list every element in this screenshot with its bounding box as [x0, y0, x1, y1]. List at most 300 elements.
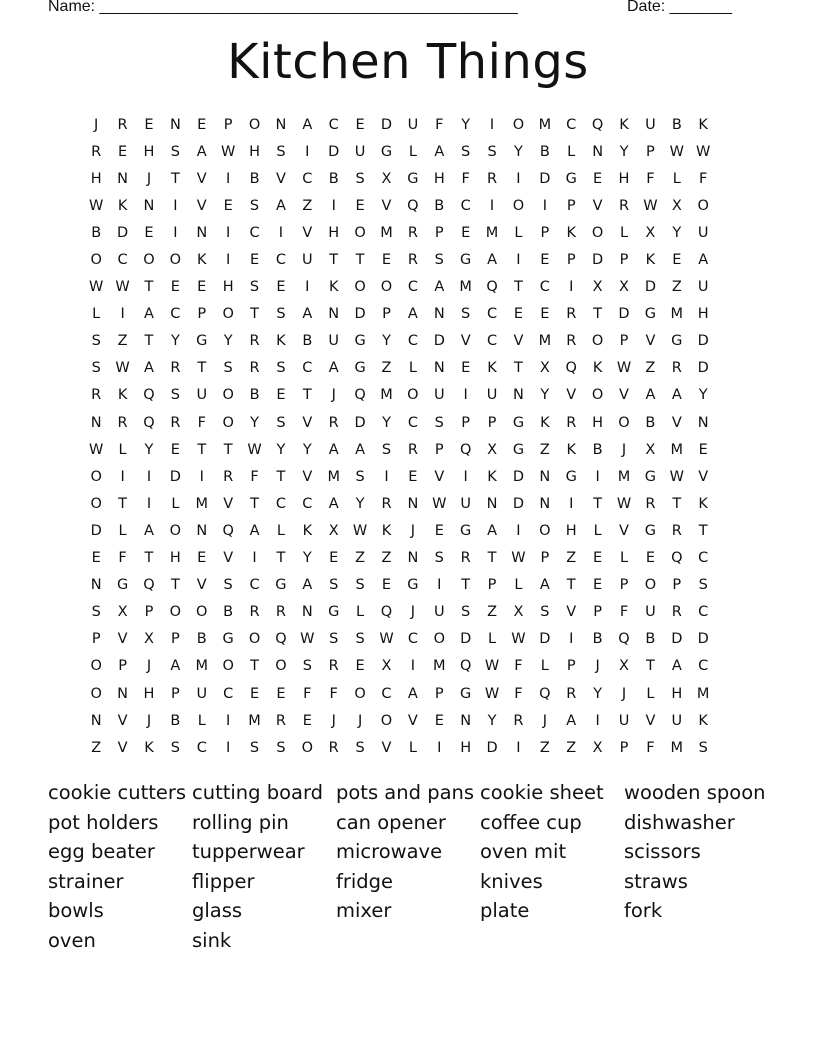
grid-letter: N: [117, 170, 129, 187]
word-list-item: microwave: [336, 840, 443, 864]
date-field-label: Date: _______: [627, 0, 732, 15]
grid-letter: A: [487, 252, 498, 269]
grid-letter: C: [275, 252, 286, 269]
grid-letter: I: [489, 197, 495, 214]
grid-letter: F: [197, 414, 206, 431]
grid-letter: A: [249, 522, 260, 539]
grid-letter: F: [646, 170, 655, 187]
grid-letter: I: [516, 170, 521, 187]
grid-letter: N: [539, 495, 551, 512]
grid-letter: V: [196, 170, 207, 187]
grid-letter: B: [434, 197, 445, 214]
grid-letter: F: [250, 468, 259, 485]
grid-letter: M: [696, 685, 710, 702]
grid-letter: O: [512, 116, 525, 133]
grid-letter: V: [223, 550, 234, 567]
grid-letter: R: [645, 495, 656, 512]
grid-letter: N: [486, 495, 498, 512]
grid-letter: B: [91, 224, 102, 241]
grid-letter: K: [566, 441, 576, 458]
grid-letter: A: [355, 441, 366, 458]
grid-letter: T: [461, 577, 471, 594]
grid-letter: A: [407, 306, 418, 323]
grid-letter: I: [173, 197, 178, 214]
grid-letter: K: [619, 116, 629, 133]
grid-letter: I: [226, 712, 231, 729]
grid-letter: Q: [275, 631, 287, 648]
grid-letter: V: [196, 197, 207, 214]
grid-letter: V: [223, 495, 234, 512]
grid-letter: C: [328, 116, 339, 133]
grid-letter: S: [276, 414, 286, 431]
grid-letter: I: [542, 197, 547, 214]
grid-letter: M: [380, 387, 393, 404]
grid-letter: H: [671, 685, 683, 702]
grid-letter: I: [226, 170, 231, 187]
grid-letter: F: [514, 658, 523, 675]
grid-letter: O: [90, 658, 102, 675]
grid-letter: U: [460, 495, 471, 512]
grid-letter: V: [117, 631, 128, 648]
grid-row: [83, 626, 743, 653]
grid-letter: R: [460, 550, 471, 567]
grid-letter: Y: [487, 712, 497, 729]
grid-letter: E: [170, 279, 180, 296]
grid-letter: C: [223, 685, 234, 702]
grid-letter: O: [196, 604, 208, 621]
grid-letter: X: [645, 224, 656, 241]
grid-letter: N: [433, 306, 445, 323]
grid-letter: A: [671, 658, 682, 675]
grid-letter: I: [437, 577, 442, 594]
grid-letter: S: [355, 577, 365, 594]
grid-letter: H: [592, 414, 604, 431]
grid-letter: Q: [222, 522, 234, 539]
grid-letter: E: [540, 306, 550, 323]
grid-letter: V: [302, 468, 313, 485]
grid-letter: I: [252, 550, 257, 567]
grid-letter: L: [619, 550, 629, 567]
grid-letter: P: [566, 658, 576, 675]
grid-letter: F: [435, 116, 444, 133]
grid-letter: G: [565, 468, 577, 485]
grid-letter: W: [696, 143, 711, 160]
grid-letter: T: [672, 495, 682, 512]
grid-letter: A: [302, 116, 313, 133]
grid-letter: E: [197, 550, 207, 567]
grid-row: [83, 165, 743, 192]
grid-letter: X: [144, 631, 154, 648]
grid-letter: E: [276, 279, 286, 296]
grid-letter: P: [144, 604, 154, 621]
grid-letter: A: [144, 306, 154, 323]
grid-letter: L: [118, 441, 127, 458]
grid-letter: K: [698, 712, 708, 729]
grid-letter: I: [305, 279, 310, 296]
grid-letter: D: [433, 333, 445, 350]
grid-letter: B: [223, 604, 234, 621]
grid-letter: G: [644, 468, 657, 485]
grid-row: [83, 463, 743, 490]
grid-row: [83, 328, 743, 355]
grid-row: [83, 246, 743, 273]
grid-letter: U: [671, 712, 683, 729]
grid-letter: P: [461, 414, 471, 431]
grid-letter: T: [593, 306, 603, 323]
grid-letter: Q: [143, 414, 155, 431]
grid-letter: O: [248, 631, 261, 648]
grid-letter: T: [170, 577, 180, 594]
grid-letter: P: [434, 441, 444, 458]
letter-grid: [83, 111, 743, 761]
grid-letter: T: [170, 170, 180, 187]
grid-letter: L: [646, 685, 655, 702]
grid-letter: L: [356, 604, 365, 621]
grid-letter: Q: [459, 658, 472, 675]
grid-letter: P: [197, 306, 207, 323]
grid-letter: U: [697, 279, 709, 296]
grid-letter: K: [645, 252, 656, 269]
grid-letter: T: [197, 360, 207, 377]
grid-letter: O: [354, 685, 366, 702]
grid-letter: L: [197, 712, 206, 729]
grid-letter: J: [146, 712, 152, 729]
grid-letter: L: [672, 170, 681, 187]
grid-letter: T: [276, 468, 286, 485]
grid-letter: C: [698, 550, 709, 567]
grid-letter: R: [407, 224, 418, 241]
grid-letter: N: [196, 522, 208, 539]
grid-letter: V: [117, 712, 128, 729]
grid-letter: O: [90, 685, 102, 702]
grid-letter: S: [329, 631, 339, 648]
grid-letter: H: [618, 170, 630, 187]
grid-letter: G: [565, 170, 577, 187]
grid-letter: O: [591, 387, 604, 404]
grid-letter: B: [539, 143, 550, 160]
grid-letter: Y: [223, 333, 233, 350]
grid-letter: S: [276, 306, 286, 323]
grid-letter: R: [513, 712, 524, 729]
grid-letter: Q: [143, 387, 155, 404]
grid-letter: Z: [487, 604, 498, 621]
grid-letter: D: [90, 522, 102, 539]
grid-letter: G: [512, 441, 525, 458]
grid-letter: E: [381, 252, 392, 269]
grid-letter: R: [671, 522, 682, 539]
grid-letter: G: [407, 577, 419, 594]
grid-letter: S: [223, 577, 233, 594]
grid-letter: E: [513, 306, 524, 323]
grid-letter: A: [671, 387, 682, 404]
grid-letter: S: [355, 468, 365, 485]
grid-row: [83, 734, 743, 761]
grid-letter: R: [618, 197, 630, 214]
grid-letter: I: [226, 739, 231, 756]
grid-letter: N: [433, 360, 445, 377]
grid-letter: T: [250, 306, 259, 323]
grid-letter: S: [170, 143, 180, 160]
grid-row: [83, 599, 743, 626]
grid-row: [83, 490, 743, 517]
grid-letter: C: [698, 658, 709, 675]
grid-letter: K: [328, 279, 339, 296]
word-list-item: coffee cup: [480, 810, 582, 834]
grid-letter: H: [169, 550, 181, 567]
grid-letter: O: [539, 522, 551, 539]
grid-letter: C: [460, 197, 471, 214]
grid-letter: W: [669, 468, 684, 485]
grid-letter: D: [539, 170, 551, 187]
grid-letter: T: [250, 658, 259, 675]
grid-letter: M: [380, 224, 393, 241]
grid-letter: Y: [250, 414, 259, 431]
grid-letter: R: [566, 414, 577, 431]
grid-letter: W: [300, 631, 315, 648]
grid-letter: J: [94, 116, 99, 133]
grid-letter: T: [197, 441, 207, 458]
grid-letter: X: [592, 279, 603, 296]
grid-letter: S: [461, 143, 471, 160]
grid-letter: T: [645, 658, 655, 675]
grid-letter: L: [488, 631, 497, 648]
grid-letter: C: [407, 631, 418, 648]
grid-letter: N: [275, 116, 287, 133]
word-list-item: knives: [480, 869, 543, 893]
grid-letter: W: [616, 360, 632, 377]
grid-letter: H: [90, 170, 102, 187]
grid-letter: M: [670, 441, 684, 458]
grid-letter: O: [143, 252, 155, 269]
grid-letter: O: [644, 577, 657, 594]
grid-letter: G: [354, 360, 366, 377]
grid-letter: R: [91, 143, 102, 160]
grid-letter: J: [542, 712, 547, 729]
grid-letter: P: [170, 631, 180, 648]
grid-letter: C: [117, 252, 128, 269]
grid-letter: V: [407, 712, 418, 729]
grid-letter: W: [89, 279, 104, 296]
grid-letter: D: [354, 414, 366, 431]
word-list-item: fridge: [336, 869, 394, 893]
grid-letter: V: [381, 739, 392, 756]
grid-letter: I: [489, 116, 495, 133]
grid-letter: L: [514, 224, 523, 241]
grid-letter: T: [118, 495, 128, 512]
grid-letter: Z: [381, 360, 392, 377]
grid-letter: C: [249, 224, 260, 241]
grid-letter: V: [619, 387, 629, 404]
grid-letter: V: [196, 577, 207, 594]
grid-letter: D: [380, 116, 393, 133]
grid-row: [83, 301, 743, 328]
grid-letter: V: [671, 414, 682, 431]
grid-letter: A: [487, 522, 498, 539]
grid-letter: S: [170, 739, 180, 756]
grid-row: [83, 138, 743, 165]
grid-letter: O: [380, 712, 393, 729]
grid-letter: F: [699, 170, 708, 187]
grid-letter: Z: [645, 360, 656, 377]
grid-letter: I: [226, 224, 231, 241]
grid-letter: T: [302, 387, 312, 404]
grid-letter: T: [514, 360, 523, 377]
grid-row: [83, 274, 743, 301]
grid-letter: S: [276, 739, 286, 756]
grid-letter: D: [328, 143, 340, 160]
grid-letter: K: [276, 333, 286, 350]
grid-letter: N: [90, 577, 102, 594]
grid-letter: S: [461, 604, 471, 621]
grid-letter: V: [302, 414, 313, 431]
grid-letter: Y: [276, 441, 286, 458]
grid-letter: K: [698, 116, 708, 133]
grid-letter: L: [118, 522, 127, 539]
grid-letter: L: [540, 658, 549, 675]
grid-letter: J: [595, 658, 600, 675]
grid-letter: U: [433, 387, 445, 404]
grid-letter: E: [645, 550, 655, 567]
grid-letter: Y: [382, 333, 391, 350]
grid-letter: Y: [619, 143, 629, 160]
grid-letter: P: [619, 739, 629, 756]
grid-letter: Q: [671, 550, 683, 567]
grid-letter: F: [646, 739, 655, 756]
grid-letter: Z: [91, 739, 102, 756]
grid-letter: C: [407, 279, 418, 296]
grid-letter: G: [644, 306, 657, 323]
grid-letter: W: [616, 495, 632, 512]
grid-letter: F: [619, 604, 629, 621]
grid-letter: R: [249, 360, 260, 377]
grid-letter: S: [302, 658, 312, 675]
grid-letter: W: [511, 550, 526, 567]
grid-letter: N: [460, 712, 472, 729]
grid-letter: I: [595, 712, 600, 729]
word-list-item: egg beater: [48, 840, 155, 864]
grid-letter: I: [278, 224, 284, 241]
grid-letter: M: [670, 306, 684, 323]
grid-letter: P: [646, 143, 655, 160]
grid-letter: G: [512, 414, 525, 431]
grid-letter: P: [619, 333, 629, 350]
grid-letter: F: [303, 685, 312, 702]
grid-letter: T: [144, 333, 154, 350]
word-list-item: tupperwear: [192, 840, 305, 864]
grid-letter: C: [698, 604, 709, 621]
grid-letter: O: [380, 279, 393, 296]
grid-letter: B: [645, 414, 656, 431]
grid-letter: Y: [144, 441, 154, 458]
grid-letter: K: [144, 739, 154, 756]
grid-letter: P: [223, 116, 233, 133]
grid-letter: T: [698, 522, 708, 539]
grid-letter: K: [117, 197, 128, 214]
grid-letter: M: [617, 468, 631, 485]
grid-letter: N: [407, 550, 419, 567]
grid-letter: Y: [698, 387, 708, 404]
grid-letter: D: [117, 224, 129, 241]
grid-letter: T: [144, 279, 154, 296]
grid-letter: B: [592, 631, 603, 648]
grid-letter: O: [591, 333, 604, 350]
grid-letter: A: [328, 360, 339, 377]
grid-letter: Z: [302, 197, 313, 214]
grid-letter: O: [697, 197, 709, 214]
grid-letter: K: [487, 468, 497, 485]
grid-letter: D: [539, 631, 551, 648]
grid-letter: V: [275, 170, 286, 187]
grid-row: [83, 409, 743, 436]
grid-letter: J: [146, 658, 152, 675]
grid-letter: S: [434, 252, 444, 269]
grid-letter: S: [461, 306, 471, 323]
grid-letter: B: [170, 712, 181, 729]
grid-letter: W: [484, 658, 500, 675]
grid-letter: M: [485, 224, 499, 241]
grid-letter: Z: [671, 279, 682, 296]
grid-letter: E: [434, 712, 444, 729]
grid-letter: P: [593, 604, 602, 621]
grid-letter: S: [329, 577, 339, 594]
grid-letter: O: [275, 658, 287, 675]
grid-letter: E: [197, 116, 207, 133]
grid-letter: P: [434, 685, 444, 702]
grid-letter: E: [434, 522, 444, 539]
grid-letter: U: [486, 387, 498, 404]
grid-letter: N: [328, 306, 340, 323]
grid-letter: I: [199, 468, 204, 485]
grid-letter: W: [511, 631, 526, 648]
grid-row: [83, 436, 743, 463]
grid-letter: G: [354, 333, 366, 350]
grid-letter: I: [146, 468, 152, 485]
grid-letter: A: [698, 252, 709, 269]
grid-letter: C: [407, 414, 418, 431]
grid-letter: M: [327, 468, 340, 485]
grid-letter: A: [645, 387, 656, 404]
grid-row: [83, 680, 743, 707]
grid-letter: Q: [618, 631, 630, 648]
grid-letter: Y: [461, 116, 471, 133]
grid-letter: C: [196, 739, 207, 756]
grid-letter: N: [90, 712, 102, 729]
grid-letter: E: [197, 279, 207, 296]
grid-letter: G: [671, 333, 683, 350]
grid-letter: E: [276, 387, 286, 404]
grid-letter: C: [407, 333, 418, 350]
grid-letter: P: [487, 414, 497, 431]
grid-letter: W: [432, 495, 447, 512]
grid-letter: V: [460, 333, 471, 350]
grid-letter: R: [275, 604, 286, 621]
grid-letter: R: [117, 414, 128, 431]
grid-letter: W: [352, 522, 368, 539]
grid-letter: C: [566, 116, 577, 133]
grid-letter: K: [540, 414, 550, 431]
grid-letter: I: [305, 143, 310, 160]
grid-letter: O: [354, 279, 366, 296]
grid-letter: X: [619, 658, 629, 675]
grid-letter: O: [169, 252, 182, 269]
grid-letter: L: [276, 522, 285, 539]
grid-letter: C: [275, 495, 286, 512]
grid-letter: T: [514, 279, 523, 296]
grid-letter: U: [328, 333, 340, 350]
grid-letter: X: [513, 604, 524, 621]
word-list-item: oven mit: [480, 840, 567, 864]
grid-letter: E: [302, 712, 312, 729]
